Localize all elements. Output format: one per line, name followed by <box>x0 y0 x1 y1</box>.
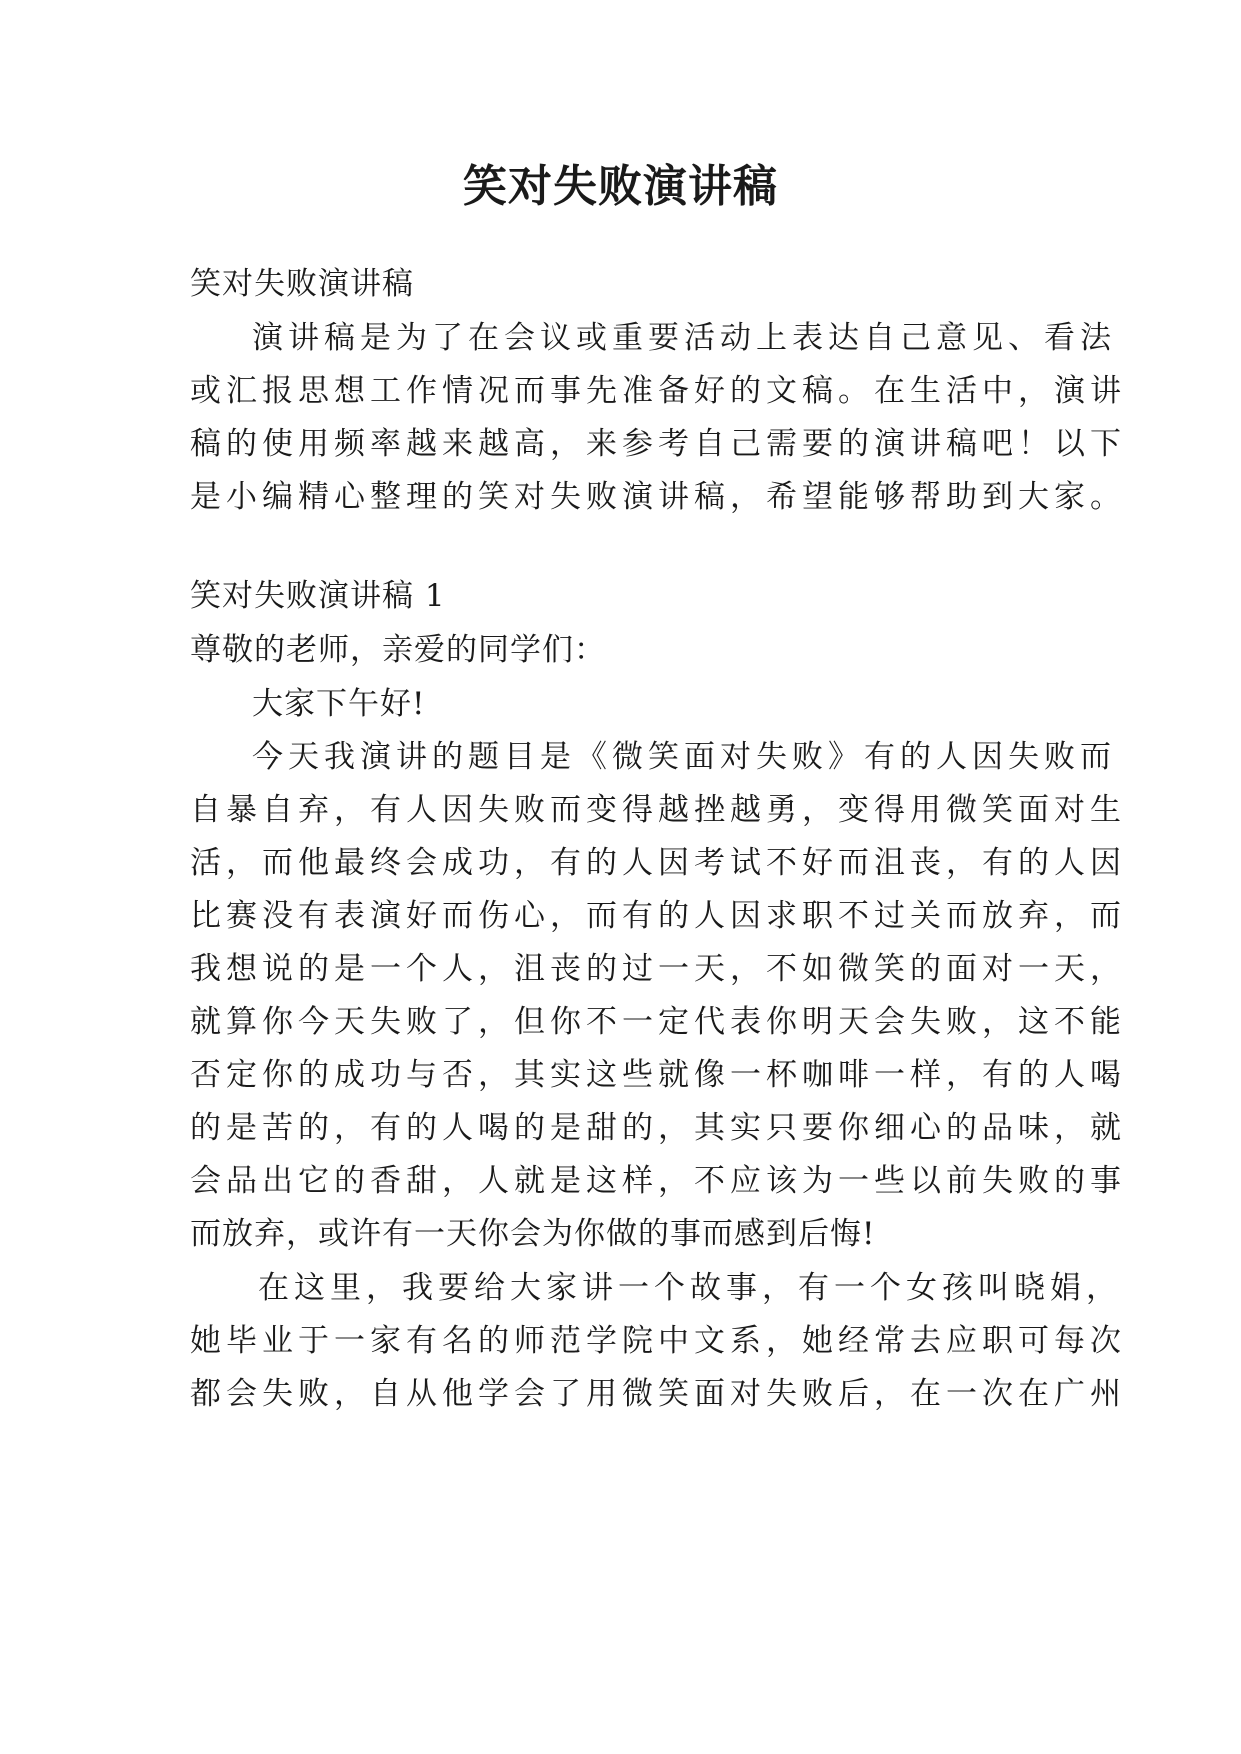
paragraph-line: 活，而他最终会成功，有的人因考试不好而沮丧，有的人因 <box>190 845 1126 881</box>
paragraph-line: 的是苦的，有的人喝的是甜的，其实只要你细心的品味，就 <box>190 1110 1126 1146</box>
paragraph-line: 或汇报思想工作情况而事先准备好的文稿。在生活中，演讲 <box>190 373 1126 409</box>
paragraph-line: 我想说的是一个人，沮丧的过一天，不如微笑的面对一天， <box>190 951 1126 987</box>
greeting: 大家下午好! <box>252 686 426 722</box>
paragraph-line: 会品出它的香甜，人就是这样，不应该为一些以前失败的事 <box>190 1163 1126 1199</box>
paragraph-line: 演讲稿是为了在会议或重要活动上表达自己意见、看法 <box>252 320 1116 356</box>
paragraph-line: 在这里，我要给大家讲一个故事，有一个女孩叫晓娟， <box>258 1270 1122 1306</box>
paragraph-line: 都会失败，自从他学会了用微笑面对失败后，在一次在广州 <box>190 1376 1126 1412</box>
paragraph-line: 而放弃，或许有一天你会为你做的事而感到后悔! <box>190 1216 876 1252</box>
paragraph-line: 否定你的成功与否，其实这些就像一杯咖啡一样，有的人喝 <box>190 1057 1126 1093</box>
paragraph-line: 今天我演讲的题目是《微笑面对失败》有的人因失败而 <box>252 739 1116 775</box>
paragraph-line: 自暴自弃，有人因失败而变得越挫越勇，变得用微笑面对生 <box>190 792 1126 828</box>
paragraph-line: 就算你今天失败了，但你不一定代表你明天会失败，这不能 <box>190 1004 1126 1040</box>
paragraph-line: 是小编精心整理的笑对失败演讲稿，希望能够帮助到大家。 <box>190 479 1126 515</box>
salutation: 尊敬的老师，亲爱的同学们： <box>190 632 606 668</box>
document-title: 笑对失败演讲稿 <box>463 161 778 212</box>
section-heading: 笑对失败演讲稿 1 <box>190 578 446 614</box>
paragraph-line: 她毕业于一家有名的师范学院中文系，她经常去应职可每次 <box>190 1323 1126 1359</box>
section-heading: 笑对失败演讲稿 <box>190 266 414 302</box>
paragraph-line: 比赛没有表演好而伤心，而有的人因求职不过关而放弃，而 <box>190 898 1126 934</box>
paragraph-line: 稿的使用频率越来越高，来参考自己需要的演讲稿吧！以下 <box>190 426 1126 462</box>
